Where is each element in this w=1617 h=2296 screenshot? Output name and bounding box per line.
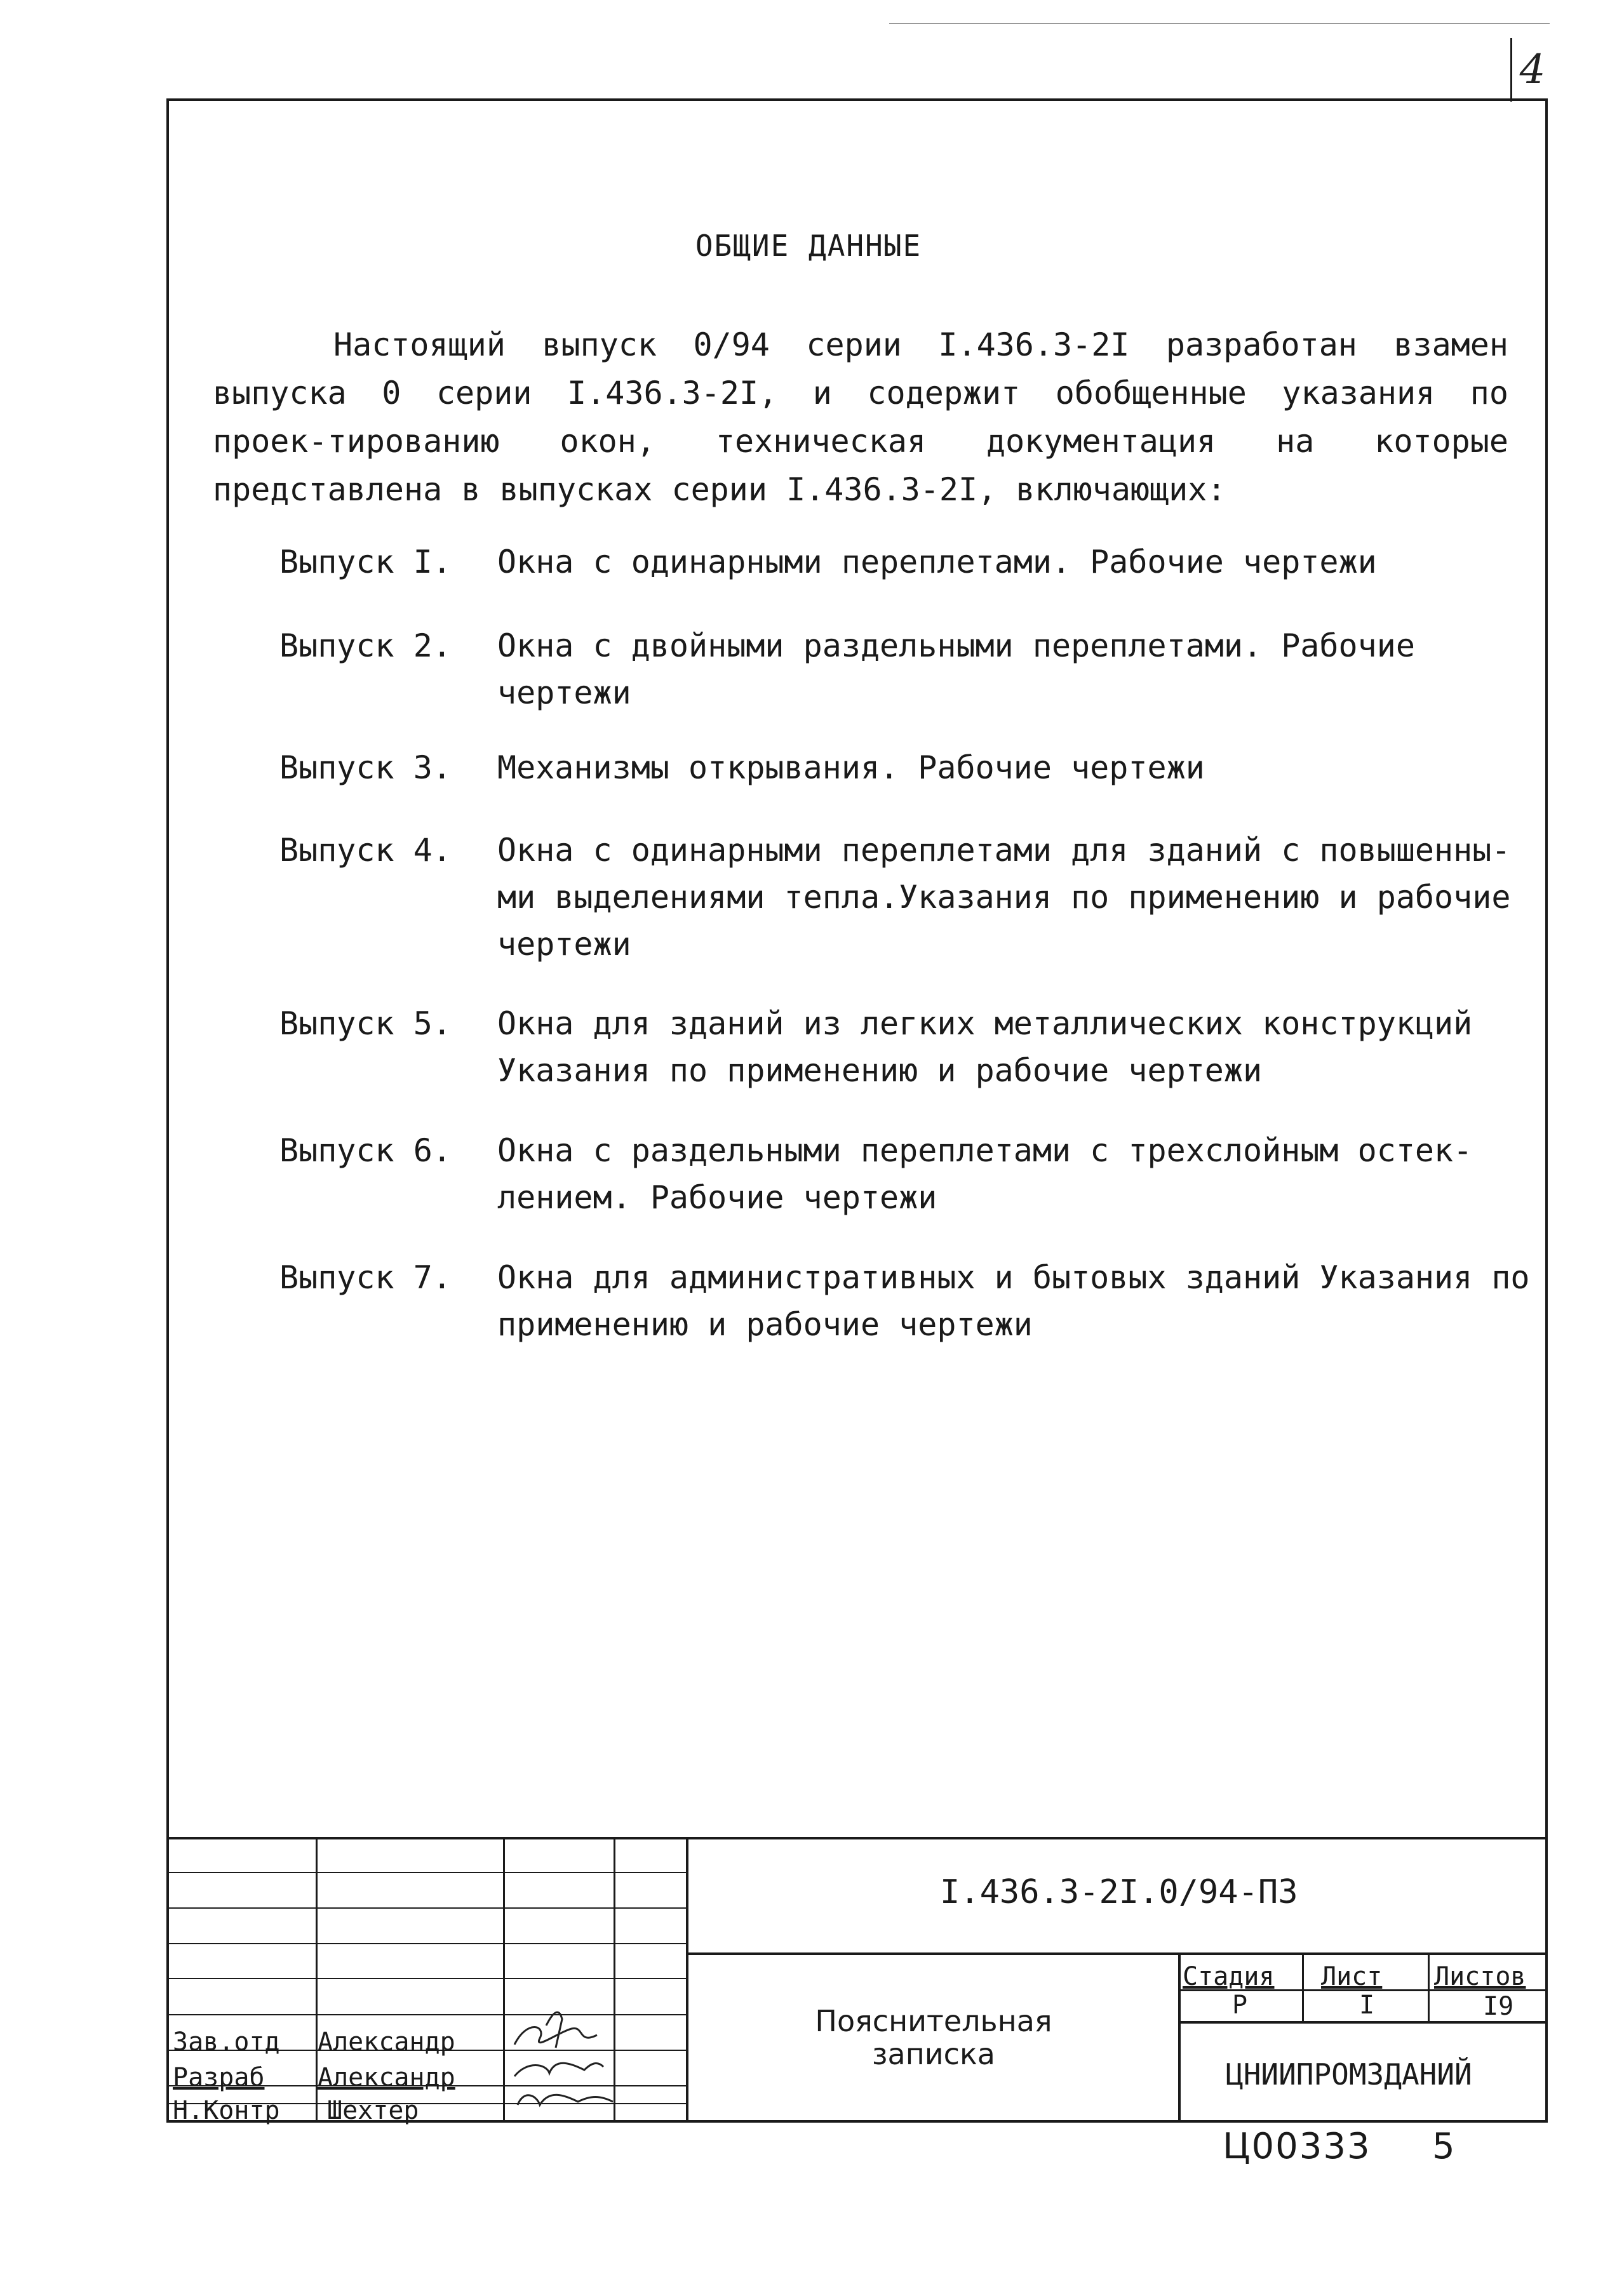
document-name-line2: записка: [872, 2037, 995, 2071]
sheet-header: Лист: [1321, 1962, 1383, 1991]
issue-text: Окна с одинарными переплетами. Рабочие чертежи: [497, 544, 1377, 580]
issue-text: Окна с раздельными переплетами с трехслойным остек-лением. Рабочие чертежи: [497, 1132, 1473, 1216]
signature-graphic: [502, 2000, 629, 2121]
issue-label: Выпуск 4.: [279, 832, 452, 869]
document-name: [692, 2005, 1175, 2071]
signer-name: Шехтер: [327, 2096, 419, 2125]
archive-number: Ц00333: [1223, 2126, 1371, 2167]
organization-name: ЦНИИПРОМЗДАНИЙ: [1226, 2057, 1472, 2092]
issue-label: Выпуск I.: [279, 544, 452, 580]
page-title: ОБЩИЕ ДАННЫЕ: [695, 229, 922, 263]
issue-text: Окна для административных и бытовых зданий Указания по применению и рабочие чертежи: [497, 1259, 1530, 1343]
page-mark: 4: [1519, 46, 1546, 93]
document-name-line1: Пояснительная: [815, 2004, 1052, 2038]
stage-header: Стадия: [1183, 1962, 1275, 1991]
issue-label: Выпуск 5.: [279, 1005, 452, 1042]
signer-name: Александр: [318, 2063, 455, 2092]
signer-name: Александр: [318, 2027, 455, 2057]
signer-role: Н.Контр: [173, 2096, 280, 2125]
archive-page: 5: [1432, 2126, 1456, 2167]
intro-paragraph: [213, 321, 1508, 514]
issue-label: Выпуск 6.: [279, 1132, 452, 1169]
issue-text: Окна с одинарными переплетами для зданий с повышенны-ми выделениями тепла.Указания по применению и рабочие чертежи: [497, 832, 1511, 963]
stage-value: Р: [1232, 1991, 1248, 2020]
top-rule: [889, 23, 1550, 24]
sheets-header: Листов: [1434, 1962, 1526, 1991]
sheets-value: I9: [1483, 1992, 1514, 2021]
issue-text: Окна с двойными раздельными переплетами. Рабочие чертежи: [497, 627, 1415, 711]
document-code: I.436.3-2I.0/94-ПЗ: [940, 1873, 1298, 1911]
sheet-value: I: [1359, 1991, 1375, 2020]
issue-label: Выпуск 7.: [279, 1259, 452, 1296]
issue-text: Механизмы открывания. Рабочие чертежи: [497, 749, 1205, 786]
intro-text: Настоящий выпуск 0/94 серии I.436.3-2I разработан взамен выпуска 0 серии I.436.3-2I, и содержит обобщенные указания по проек-тированию окон, техническая документация на которые представлена в выпусках серии I.436.3-2I, включающих:: [213, 326, 1508, 508]
issue-text: Окна для зданий из легких металлических конструкций Указания по применению и рабочие чертежи: [497, 1005, 1473, 1089]
signer-role: Зав.отд: [173, 2027, 280, 2057]
issue-label: Выпуск 3.: [279, 749, 452, 786]
issue-label: Выпуск 2.: [279, 627, 452, 664]
signer-role: Разраб: [173, 2063, 265, 2092]
